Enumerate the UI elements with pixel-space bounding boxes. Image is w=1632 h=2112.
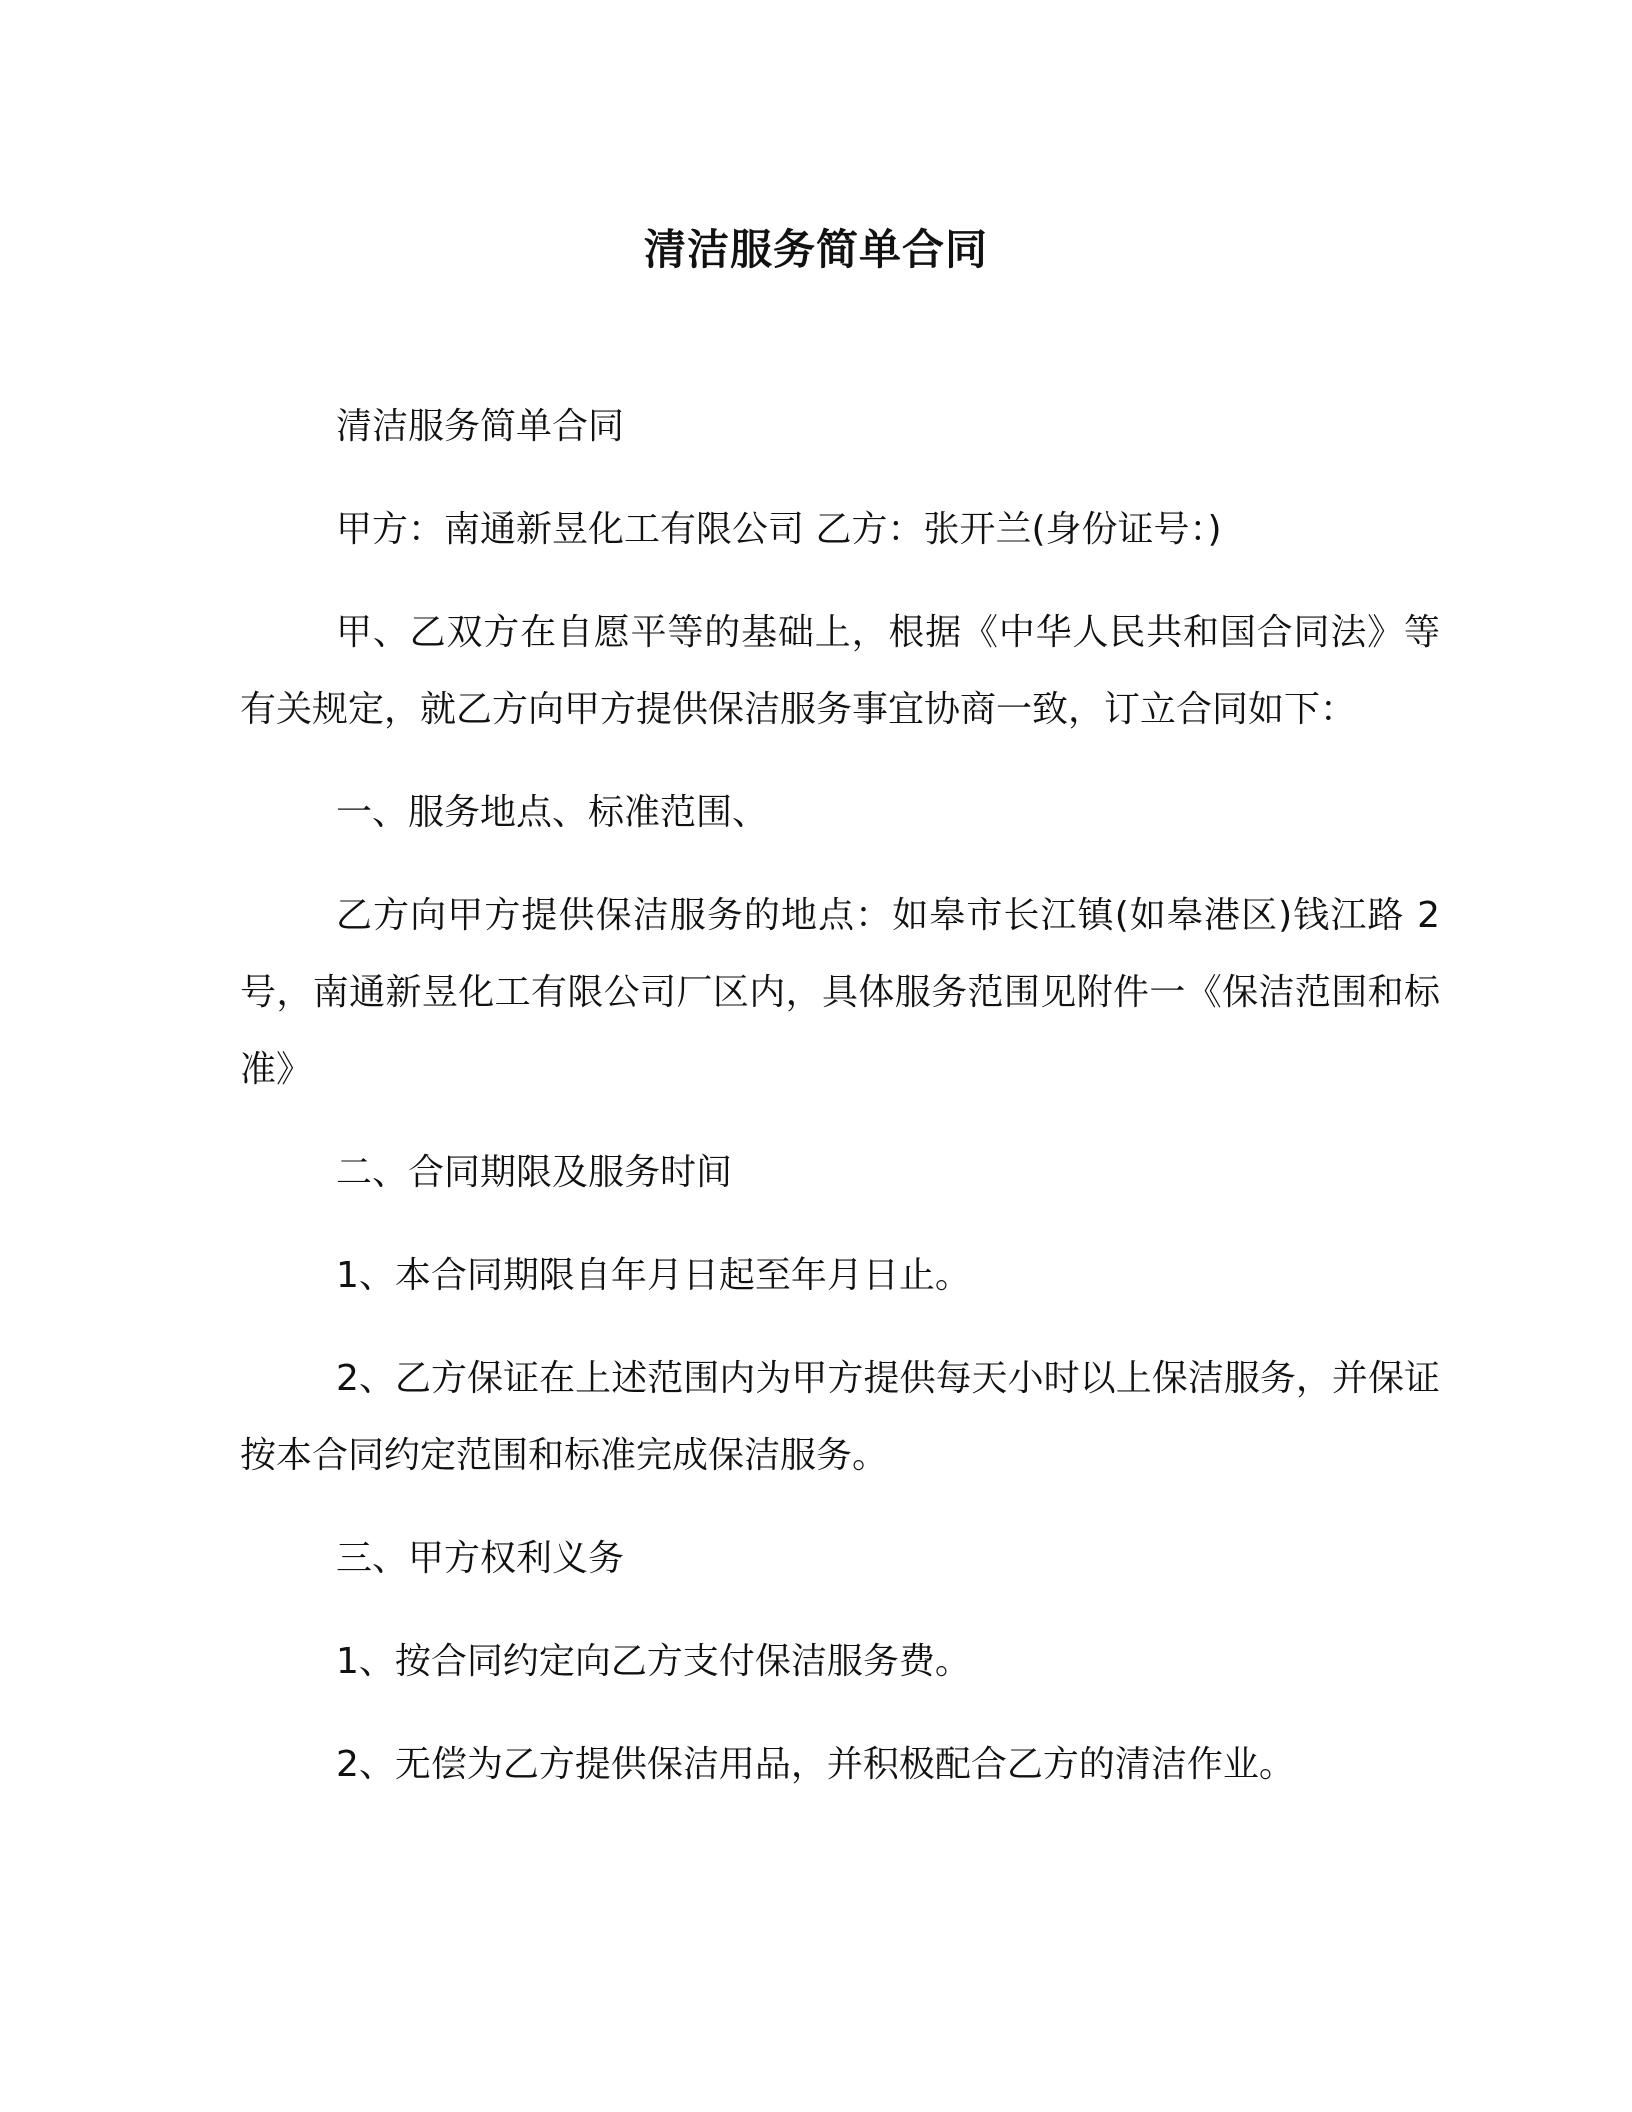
clause-3-1: 1、按合同约定向乙方支付保洁服务费。 [336,1641,971,1682]
clause-2-1: 1、本合同期限自年月日起至年月日止。 [336,1255,971,1296]
paragraph-subtitle: 清洁服务简单合同 [336,406,625,447]
section-heading-1: 一、服务地点、标准范围、 [336,792,769,833]
clause-3-2: 2、无偿为乙方提供保洁用品，并积极配合乙方的清洁作业。 [336,1744,1295,1785]
paragraph-service-location: 乙方向甲方提供保洁服务的地点：如皋市长江镇(如皋港区)钱江路 2 号，南通新昱化工有限公司厂区内，具体服务范围见附件一《保洁范围和标准》 [240,895,1440,1090]
paragraph-preamble: 甲、乙双方在自愿平等的基础上，根据《中华人民共和国合同法》等有关规定，就乙方向甲方提供保洁服务事宜协商一致，订立合同如下： [240,612,1440,730]
paragraph-parties: 甲方：南通新昱化工有限公司 乙方：张开兰(身份证号：) [336,509,1222,550]
document-title: 清洁服务简单合同 [643,225,988,274]
document-body [240,388,1440,1829]
section-heading-3: 三、甲方权利义务 [336,1538,625,1579]
clause-2-2: 2、乙方保证在上述范围内为甲方提供每天小时以上保洁服务，并保证按本合同约定范围和标准完成保洁服务。 [240,1358,1440,1476]
section-heading-2: 二、合同期限及服务时间 [336,1152,733,1193]
